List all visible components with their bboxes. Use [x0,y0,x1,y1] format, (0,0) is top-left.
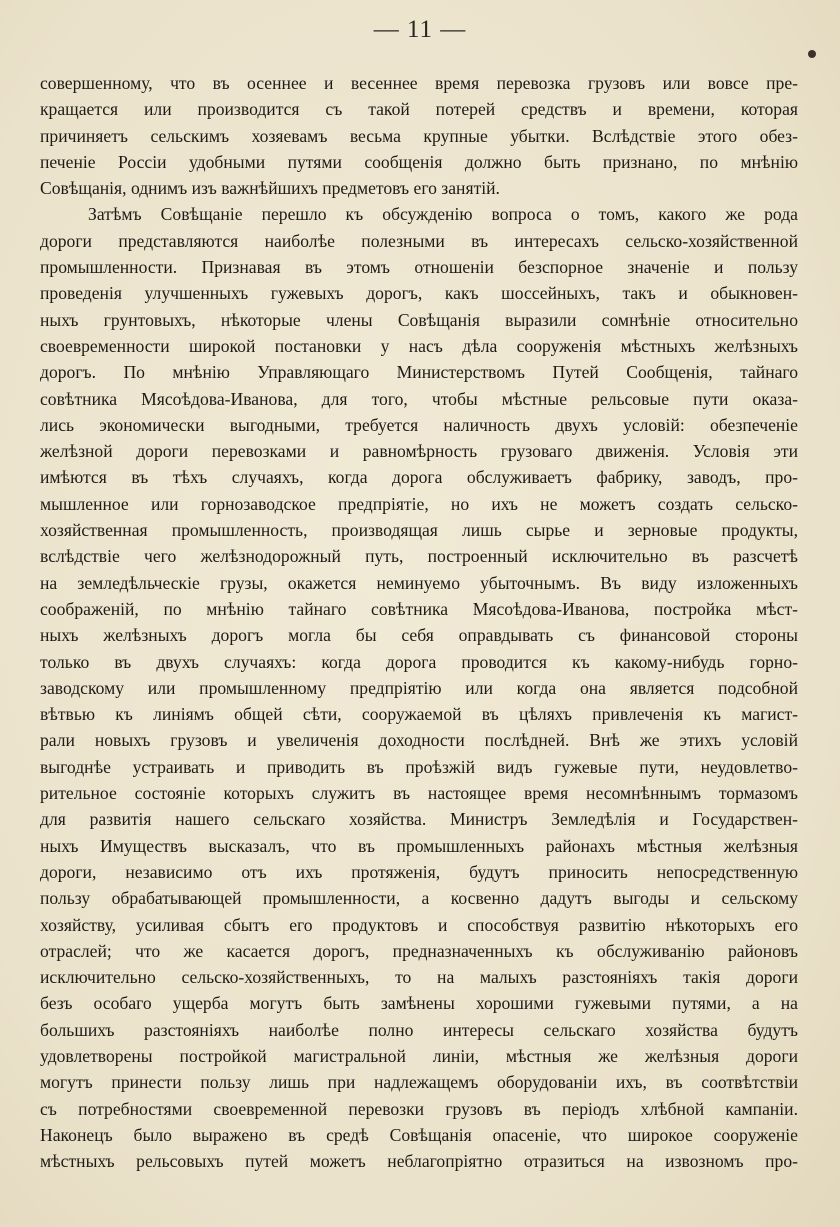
text-line: только въ двухъ случаяхъ: когда дорога проводится къ какому-нибудь горно- [40,651,798,672]
text-line: отраслей; что же касается дорогъ, предназначенныхъ къ обслуживанію районовъ [40,940,798,961]
text-line: соображеній, по мнѣнію тайнаго совѣтника Мясоѣдова-Иванова, постройка мѣст- [40,598,798,619]
text-line: вѣтвью къ линіямъ общей сѣти, сооружаемой въ цѣляхъ привлеченія къ магист- [40,704,798,725]
text-line: промышленности. Признавая въ этомъ отношеніи безспорное значеніе и пользу [40,257,798,278]
text-line: ныхъ желѣзныхъ дорогъ могла бы себя оправдывать съ финансовой стороны [40,625,798,646]
text-line: проведенія улучшенныхъ гужевыхъ дорогъ, какъ шоссейныхъ, такъ и обыкновен- [40,283,798,304]
text-line: совѣтника Мясоѣдова-Иванова, для того, чтобы мѣстные рельсовые пути оказа- [40,388,798,409]
text-line: заводскому или промышленному предпріятію или когда она является подсобной [40,677,798,698]
paragraph [40,70,798,201]
text-line: своевременности широкой постановки у насъ дѣла сооруженія мѣстныхъ желѣзныхъ [40,335,798,356]
text-line: дороги представляются наиболѣе полезными въ интересахъ сельско-хозяйственной [40,230,798,251]
page-number: — 11 — [373,16,467,43]
text-line: съ потребностями своевременной перевозки грузовъ въ періодъ хлѣбной кампаніи. [40,1098,798,1119]
text-line: пользу обрабатывающей промышленности, а косвенно дадутъ выгоды и сельскому [40,888,798,909]
text-line: Затѣмъ Совѣщаніе перешло къ обсужденію вопроса о томъ, какого же рода [88,204,798,225]
text-line: безъ особаго ущерба могутъ быть замѣнены хорошими гужевыми путями, а на [40,993,798,1014]
text-line: Совѣщанія, однимъ изъ важнѣйшихъ предметовъ его занятій. [40,178,500,199]
text-line: желѣзной дороги перевозками и равномѣрность грузоваго движенія. Условія эти [40,441,798,462]
text-line: для развитія нашего сельскаго хозяйства. Министръ Земледѣлія и Государствен- [40,809,798,830]
text-line: хозяйственная промышленность, производящая лишь сырье и зерновые продукты, [40,520,798,541]
text-line: могутъ принести пользу лишь при надлежащемъ оборудованіи ихъ, въ соотвѣтствіи [40,1072,798,1093]
text-line: дороги, независимо отъ ихъ протяженія, будутъ приносить непосредственную [40,861,798,882]
text-line: рали новыхъ грузовъ и увеличенія доходности послѣдней. Внѣ же этихъ условій [40,730,798,751]
text-line: ныхъ Имуществъ высказалъ, что въ промышленныхъ районахъ мѣстныя желѣзныя [40,835,798,856]
text-line: на земледѣльческіе грузы, окажется неминуемо убыточнымъ. Въ виду изложенныхъ [40,572,798,593]
text-line: большихъ разстояніяхъ наиболѣе полно интересы сельскаго хозяйства будутъ [40,1019,798,1040]
text-line: кращается или производится съ такой потерей средствъ и времени, которая [40,99,798,120]
text-line: лись экономически выгодными, требуется наличность двухъ условій: обезпеченіе [40,414,798,435]
text-line: дорогъ. По мнѣнію Управляющаго Министерствомъ Путей Сообщенія, тайнаго [40,362,798,383]
text-line: мышленное или горнозаводское предпріятіе, но ихъ не можетъ создать сельско- [40,493,798,514]
text-line: рительное состояніе которыхъ служитъ въ настоящее время несомнѣннымъ тормазомъ [40,783,798,804]
text-line: мѣстныхъ рельсовыхъ путей можетъ неблагопріятно отразиться на извозномъ про- [40,1151,798,1172]
text-line: причиняетъ сельскимъ хозяевамъ весьма крупные убытки. Вслѣдствіе этого обез- [40,125,798,146]
text-line: Наконецъ было выражено въ средѣ Совѣщанія опасеніе, что широкое сооруженіе [40,1124,798,1145]
ink-spot [808,50,816,58]
text-line: печеніе Россіи удобными путями сообщенія должно быть признано, по мнѣнію [40,151,798,172]
text-line: хозяйству, усиливая сбытъ его продуктовъ и способствуя развитію нѣкоторыхъ его [40,914,798,935]
text-line: выгоднѣе устраивать и приводить въ проѣзжій видъ гужевые пути, неудовлетво- [40,756,798,777]
text-line: вслѣдствіе чего желѣзнодорожный путь, построенный исключительно въ разсчетѣ [40,546,798,567]
text-line: имѣются въ тѣхъ случаяхъ, когда дорога обслуживаетъ фабрику, заводъ, про- [40,467,798,488]
body-text [40,70,798,1174]
text-line: удовлетворены постройкой магистральной линіи, мѣстныя же желѣзныя дороги [40,1045,798,1066]
text-line: совершенному, что въ осеннее и весеннее время перевозка грузовъ или вовсе пре- [40,73,798,93]
text-line: ныхъ грунтовыхъ, нѣкоторые члены Совѣщанія выразили сомнѣніе относительно [40,309,798,330]
paragraph [40,201,798,1174]
text-line: исключительно сельско-хозяйственныхъ, то на малыхъ разстояніяхъ такія дороги [40,967,798,988]
